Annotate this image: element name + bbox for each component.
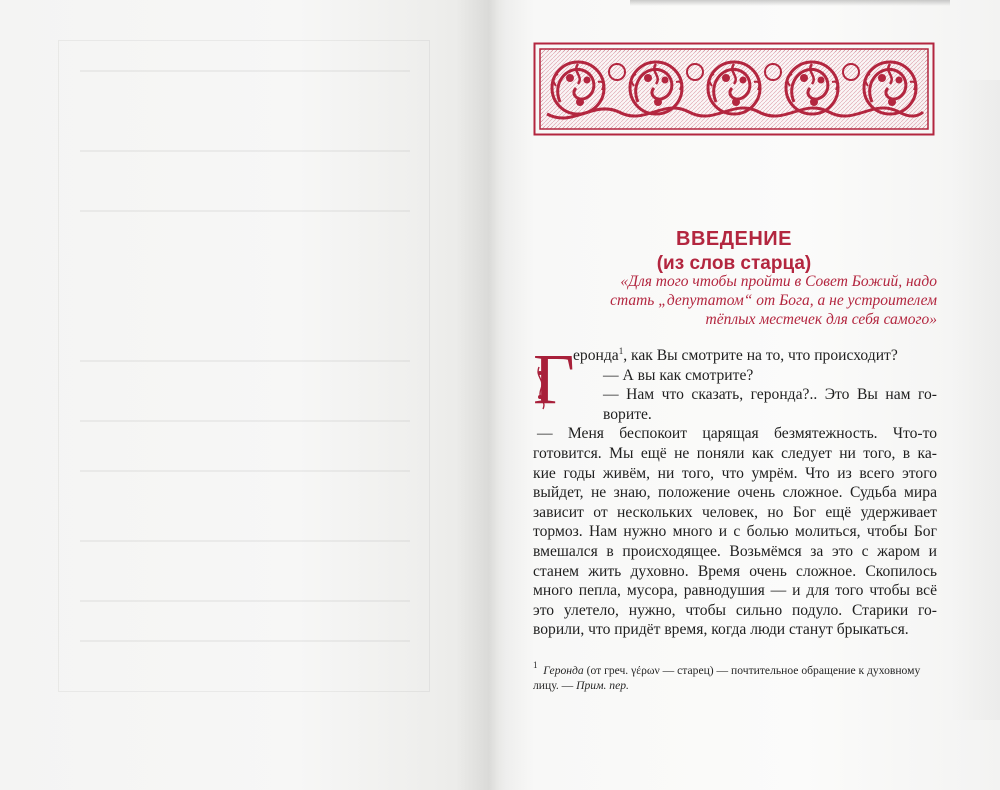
- chapter-title: ВВЕДЕНИЕ: [676, 228, 792, 250]
- text-line: тормоз. Нам нужно много и с болью молиться, чтобы Бог: [533, 523, 937, 541]
- ghost-line: [80, 360, 410, 362]
- footnote-line: $^1$ Геронда (от греч. γέρων — старец) — почтительное обращение к духовному: [533, 660, 921, 677]
- epigraph: [533, 272, 937, 329]
- epigraph-line: стать „депутатом“ от Бога, а не устроителем: [610, 292, 937, 309]
- drop-cap-letter: Г: [533, 339, 575, 419]
- footnote-marker: 1: [533, 660, 538, 670]
- text-line: это улетело, нужно, чтобы сильно подуло. Старики го-: [533, 601, 937, 619]
- text-line: ворите.: [603, 405, 652, 423]
- ghost-line: [80, 420, 410, 422]
- epigraph-line: «Для того чтобы пройти в Совет Божий, надо: [620, 273, 937, 290]
- ghost-line: [80, 640, 410, 642]
- ghost-line: [80, 70, 410, 72]
- floral-band-ornament-icon: [533, 42, 935, 136]
- text-line: ворили, что придёт время, когда люди станут брыкаться.: [533, 621, 909, 639]
- ghost-line: [80, 540, 410, 542]
- text-line: кие годы живём, ни того, что умрём. Что из всего этого: [533, 464, 937, 482]
- ghost-line: [80, 150, 410, 152]
- footnote-term: Геронда: [543, 664, 584, 677]
- ghost-line: [80, 210, 410, 212]
- page-right-edge-shadow: [950, 80, 1000, 720]
- left-page-ghost-frame: [58, 40, 430, 692]
- text-line: еронда$^1$, как Вы смотрите на то, что происходит?: [573, 346, 898, 364]
- ghost-line: [80, 600, 410, 602]
- epigraph-line: тёплых местечек для себя самого»: [705, 311, 937, 328]
- footnote-note-author: Прим. пер.: [576, 679, 629, 692]
- text-line: станем жить духовно. Время очень сложное. Скопилось: [533, 562, 937, 580]
- text-line: зависит от нескольких человек, но Бог ещё удерживает: [533, 503, 937, 521]
- footnote-ref: 1: [618, 346, 624, 356]
- footnote: [533, 660, 937, 693]
- chapter-subtitle: (из слов старца): [656, 253, 812, 274]
- left-page-bleedthrough: [0, 0, 495, 790]
- text-line: — Нам что сказать, геронда?.. Это Вы нам го-: [603, 386, 937, 404]
- text-line: — Меня беспокоит царящая безмятежность. Что-то: [537, 425, 937, 443]
- chapter-heading: [533, 226, 935, 276]
- text-line: готовится. Мы ещё не поняли как следует ни того, в ка-: [533, 444, 937, 462]
- text-line: выйдет, не знаю, положение очень сложное. Судьба мира: [533, 484, 937, 502]
- ghost-line: [80, 470, 410, 472]
- text-line: много пепла, мусора, равнодушия — и для того чтобы всё: [533, 582, 937, 600]
- body-text: [533, 339, 937, 640]
- text-line: — А вы как смотрите?: [603, 366, 754, 384]
- text-line: вмешался в происходящее. Возьмёмся за это с жаром и: [533, 542, 937, 560]
- footnote-line: лицу. — Прим. пер.: [533, 679, 629, 692]
- page-top-edge-shadow: [630, 0, 950, 6]
